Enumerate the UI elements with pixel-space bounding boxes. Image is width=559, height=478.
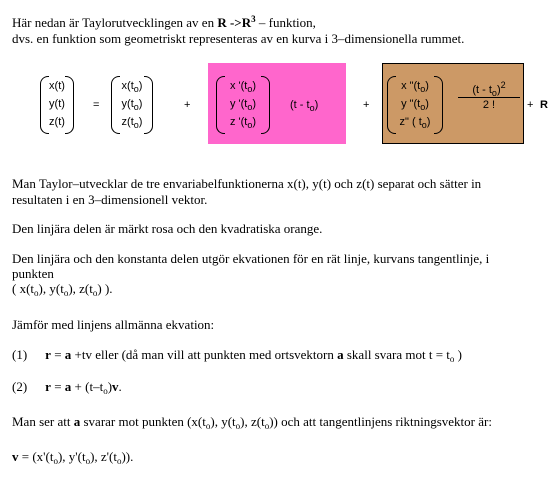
eq-end: .	[118, 379, 122, 394]
sub-o: o	[247, 102, 253, 112]
sub-o: o	[449, 354, 455, 364]
point-y: ), y(t	[38, 281, 64, 296]
p6-text: )).	[121, 449, 134, 464]
paragraph-2: Den linjära delen är märkt rosa och den kvadratiska orange.	[12, 221, 323, 236]
paragraph-5	[12, 414, 492, 429]
paren-close: )	[314, 99, 319, 111]
p5-text: svarar mot punkten (x(t	[80, 414, 206, 429]
equation-2	[12, 379, 122, 394]
exponent: 3	[251, 14, 256, 24]
vec-x-prime: x '(t	[229, 80, 248, 92]
paren-close: )	[425, 80, 429, 92]
paren-close: )	[426, 116, 431, 128]
symbol-r: r	[45, 347, 51, 362]
exponent: 2	[500, 80, 506, 90]
eq-text: + (t–t	[71, 379, 104, 394]
paragraph-4: Jämför med linjens allmänna ekvation:	[12, 317, 215, 332]
paragraph-3-line-2: punkten	[12, 266, 54, 281]
symbol-a: a	[64, 347, 72, 362]
vec-z-second: z" ( t	[399, 116, 422, 128]
sub-o: o	[133, 120, 139, 130]
paragraph-1-line-2: resultaten i en 3–dimensionell vektor.	[12, 192, 208, 207]
sub-o: o	[247, 84, 253, 94]
point-z: ), z(t	[68, 281, 93, 296]
vector-r-prime	[216, 76, 270, 134]
point-x: ( x(t	[12, 281, 35, 296]
vector-r-double-prime	[387, 76, 443, 134]
vec-z: z(t)	[49, 116, 65, 128]
sub-o: o	[309, 103, 315, 113]
vec-z-prime: z '(t	[229, 116, 248, 128]
plus-sign: +	[184, 99, 191, 111]
vec-y-prime: y '(t	[229, 98, 248, 110]
sub-o: o	[421, 120, 427, 130]
eq-end: )	[454, 347, 462, 362]
plus-sign: +	[363, 99, 370, 111]
equation-number: (1)	[12, 347, 28, 362]
vec-y-second: y "(t	[401, 98, 421, 110]
equation-number: (2)	[12, 379, 28, 394]
linear-factor	[290, 98, 318, 113]
symbol-r: r	[45, 379, 51, 394]
fraction-bar	[458, 97, 520, 98]
sub-o: o	[53, 456, 58, 466]
point-end: ) ).	[97, 281, 113, 296]
p5-text: )) och att tangentlinjens riktningsvektor är:	[269, 414, 492, 429]
paragraph-3-line-3	[12, 281, 113, 296]
symbol-a: a	[64, 379, 72, 394]
symbol-a: a	[337, 347, 344, 362]
p5-text: Man ser att	[12, 414, 74, 429]
sub-o: o	[247, 120, 253, 130]
vector-r-t0	[111, 76, 153, 134]
intro-text: Här nedan är Taylorutvecklingen av en	[12, 15, 218, 30]
paren-close: )	[252, 98, 257, 110]
sub-o: o	[85, 456, 91, 466]
equation-1	[12, 347, 462, 362]
paren-close: )	[496, 84, 501, 96]
p6-text: ), z'(t	[90, 449, 117, 464]
vec-y-t0: y(t	[121, 98, 134, 110]
quad-num-text: (t - t	[472, 84, 492, 96]
p5-text: ), z(t	[240, 414, 265, 429]
vec-x-t0: x(t	[121, 80, 134, 92]
p6-text: ), y'(t	[57, 449, 86, 464]
symbol-v: v	[12, 449, 19, 464]
intro-line-1	[12, 15, 316, 30]
intro-suffix: – funktion,	[255, 15, 316, 30]
symbol-R: R	[217, 15, 227, 30]
p6-text: = (x'(t	[18, 449, 54, 464]
plus-sign: +	[527, 99, 534, 111]
sub-o: o	[116, 456, 122, 466]
symbol-v: v	[112, 379, 119, 394]
vec-y: y(t)	[49, 98, 65, 110]
fraction-denominator: 2 !	[482, 99, 496, 111]
sub-o: o	[264, 421, 270, 431]
symbol-a: a	[73, 414, 81, 429]
paren-close: )	[425, 98, 429, 110]
sub-o: o	[133, 84, 139, 94]
equals-sign: =	[93, 99, 100, 111]
symbol-R3: R	[241, 15, 252, 30]
p5-text: ), y(t	[210, 414, 236, 429]
paren-close: )	[138, 98, 143, 110]
sub-o: o	[133, 102, 139, 112]
vec-z-t0: z(t	[121, 116, 134, 128]
paren-close: )	[252, 80, 257, 92]
eq-text: =	[50, 379, 65, 394]
intro-line-2: dvs. en funktion som geometriskt representeras av en kurva i 3–dimensionella rummet.	[12, 31, 465, 46]
vec-x: x(t)	[49, 80, 65, 92]
sub-o: o	[34, 288, 39, 298]
sub-o: o	[103, 386, 108, 396]
paragraph-6	[12, 449, 133, 464]
eq-text: skall svara mot t = t	[343, 347, 450, 362]
quadratic-fraction	[458, 80, 520, 111]
sub-o: o	[63, 288, 69, 298]
sub-o: o	[420, 84, 426, 94]
sub-o: o	[205, 421, 211, 431]
sub-o: o	[235, 421, 241, 431]
lin-factor-text: (t - t	[290, 99, 310, 111]
vector-r-t	[40, 76, 74, 134]
eq-text: )	[107, 379, 113, 394]
fraction-numerator	[458, 80, 520, 98]
paragraph-1-line-1: Man Taylor–utvecklar de tre envariabelfunktionerna x(t), y(t) och z(t) separat och sätter in	[12, 176, 482, 191]
paren-close: )	[138, 116, 143, 128]
arrow: ->	[226, 15, 242, 30]
vec-x-second: x "(t	[401, 80, 421, 92]
sub-o: o	[92, 288, 98, 298]
sub-o: o	[491, 88, 497, 98]
remainder-R: R	[540, 99, 548, 111]
paren-close: )	[252, 116, 257, 128]
paragraph-3-line-1: Den linjära och den konstanta delen utgör ekvationen för en rät linje, kurvans tangentlinje, i	[12, 251, 490, 266]
eq-text: =	[50, 347, 65, 362]
sub-o: o	[420, 102, 426, 112]
paren-close: )	[138, 80, 143, 92]
eq-text: +tv eller (då man vill att punkten med ortsvektorn	[71, 347, 338, 362]
